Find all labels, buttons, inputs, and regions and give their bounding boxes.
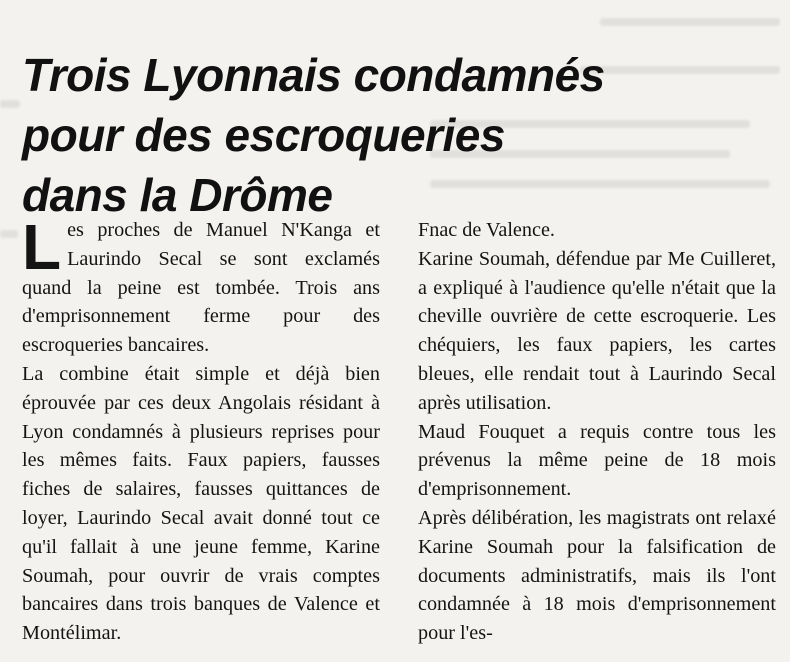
article-paragraph: Karine Soumah, défendue par Me Cuilleret, a expliqué à l'audience qu'elle n'était que la cheville ouvrière de cette escroquerie. Les chéquiers, les faux papiers, les cartes bleues, elle rendait tout à Laurindo Secal après utilisation. bbox=[418, 247, 776, 414]
paragraph-text: es proches de Manuel N'Kanga et Laurindo Secal se sont exclamés quand la peine est tombée. Trois ans d'emprisonnement ferme pour des escroqueries bancaires. bbox=[22, 219, 380, 357]
headline-line: Trois Lyonnais condamnés bbox=[22, 48, 605, 101]
article-column-left bbox=[22, 211, 380, 648]
article-paragraph: La combine était simple et déjà bien éprouvée par ces deux Angolais résidant à Lyon condamnés à plusieurs reprises pour les mêmes faits. Faux papiers, fausses fiches de salaires, fausses quittances de loyer, Laurindo Secal avait donné tout ce qu'il fallait à une jeune femme, Karine Soumah, pour ouvrir de vrais comptes bancaires dans trois banques de Valence et Montélimar. bbox=[22, 362, 380, 645]
article-headline bbox=[22, 45, 722, 225]
article-paragraph bbox=[22, 211, 380, 360]
article-column-right bbox=[418, 216, 776, 648]
headline-line: dans la Drôme bbox=[22, 168, 333, 221]
article-paragraph: Maud Fouquet a requis contre tous les prévenus la même peine de 18 mois d'emprisonnement. bbox=[418, 420, 776, 501]
drop-cap: L bbox=[22, 211, 62, 283]
article-paragraph: Fnac de Valence. bbox=[418, 219, 555, 241]
article-paragraph: Après délibération, les magistrats ont relaxé Karine Soumah pour la falsification de documents administratifs, mais ils l'ont condamnée à 18 mois d'emprisonnement pour l'es- bbox=[418, 506, 776, 645]
headline-line: pour des escroqueries bbox=[22, 108, 505, 161]
